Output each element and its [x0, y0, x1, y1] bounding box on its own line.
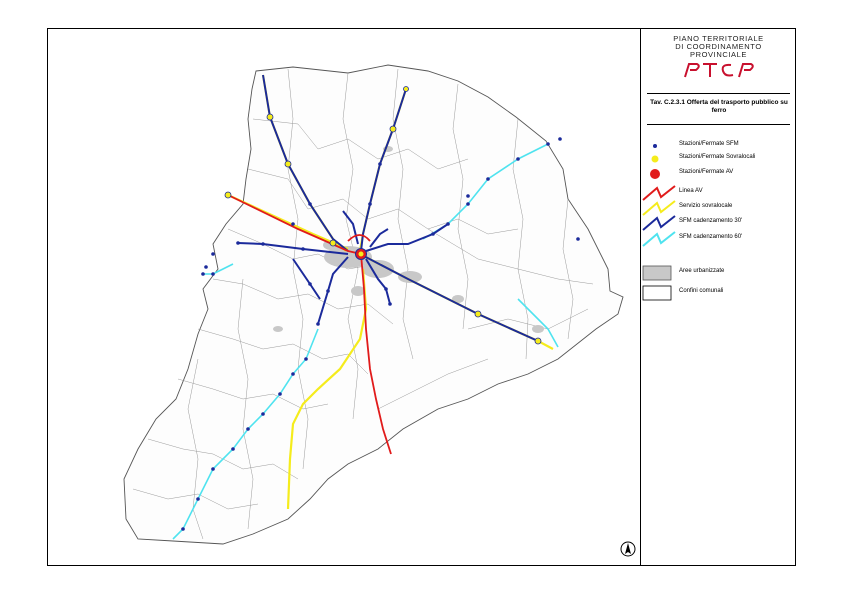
legend-row-sfm-30 [641, 215, 796, 231]
border-swatch-icon [641, 285, 679, 301]
av-station-icon [641, 166, 679, 182]
legend-label: Aree urbanizzate [679, 268, 725, 274]
province-boundary [124, 65, 623, 544]
urban-area-swatch-icon [641, 265, 679, 281]
title-line-3: PROVINCIALE [689, 50, 748, 59]
map-sheet [47, 28, 796, 566]
legend-label: SFM cadenzamento 60' [679, 234, 743, 240]
north-arrow-icon [620, 541, 636, 557]
table-title: Tav. C.2.3.1 Offerta del trasporto pubblico su ferro [650, 99, 788, 114]
av-station [356, 249, 367, 260]
ptcp-logo-icon [679, 61, 759, 79]
table-separator [647, 124, 790, 125]
legend-row-sfm-60 [641, 231, 796, 247]
sovralocale-station-icon [641, 151, 679, 167]
legend-row-borders [641, 285, 796, 301]
title-line-2: DI COORDINAMENTO [675, 42, 762, 51]
legend-row-sovralocale [641, 200, 796, 216]
map-area[interactable] [48, 29, 640, 565]
legend-row-sovralocali-stations [641, 151, 796, 167]
legend-label: Linea AV [679, 188, 703, 194]
title-line-1: PIANO TERRITORIALE [673, 34, 764, 43]
sfm-60-line-icon [641, 231, 679, 247]
legend-label: SFM cadenzamento 30' [679, 218, 743, 224]
legend-label: Confini comunali [679, 288, 724, 294]
legend-row-av-stations [641, 166, 796, 182]
legend-row-urban-areas [641, 265, 796, 281]
title-separator [647, 93, 790, 94]
title-block [641, 35, 796, 79]
legend-label: Stazioni/Fermate Sovralocali [679, 154, 756, 160]
sovralocale-line-icon [641, 200, 679, 216]
province-map [48, 29, 640, 565]
av-line-icon [641, 185, 679, 201]
sfm-30-line-icon [641, 215, 679, 231]
legend-panel [640, 29, 796, 565]
legend-label: Stazioni/Fermate SFM [679, 141, 739, 147]
legend-row-av-line [641, 185, 796, 201]
legend-label: Servizio sovralocale [679, 203, 733, 209]
legend-label: Stazioni/Fermate AV [679, 169, 734, 175]
